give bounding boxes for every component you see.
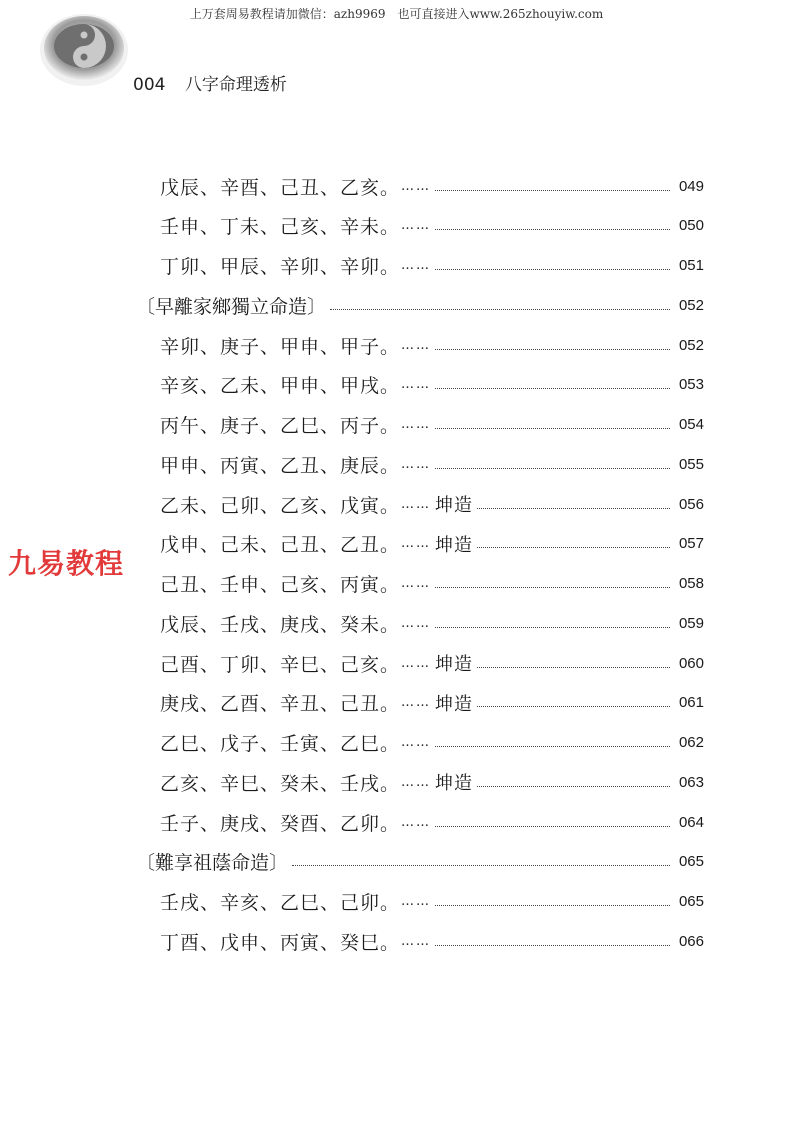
dot-leader xyxy=(435,826,670,827)
toc-entry-leader: …… xyxy=(401,695,432,711)
dot-leader xyxy=(435,349,670,350)
dot-leader xyxy=(477,508,670,509)
toc-entry-text: 乙未、己卯、乙亥、戊寅。 xyxy=(160,494,401,517)
toc-entry xyxy=(160,450,704,478)
toc-page-number: 053 xyxy=(678,376,704,394)
toc-entry-leader: …… xyxy=(401,178,432,194)
toc-page-number: 051 xyxy=(678,257,704,274)
toc-page-number: 052 xyxy=(678,336,704,354)
toc-entry-leader: …… xyxy=(401,417,432,432)
dot-leader xyxy=(435,229,670,230)
toc-page-number: 056 xyxy=(678,495,704,513)
toc-entry-leader: …… xyxy=(401,218,432,234)
toc-entry xyxy=(160,570,704,598)
toc-entry xyxy=(160,212,704,240)
toc-entry-note: 坤造 xyxy=(435,773,474,795)
dot-leader xyxy=(477,667,670,668)
toc-entry-text: 己酉、丁卯、辛巳、己亥。 xyxy=(160,653,401,676)
toc-entry-text: 乙巳、戊子、壬寅、乙巳。 xyxy=(160,733,401,755)
toc-entry-text: 〔難享祖蔭命造〕 xyxy=(136,852,289,875)
toc-entry-leader: …… xyxy=(401,258,432,273)
toc-entry xyxy=(160,927,704,955)
toc-entry xyxy=(160,490,704,518)
top-banner: 上万套周易教程请加微信：azh9969 也可直接进入www.265zhouyiw.com xyxy=(189,7,604,21)
watermark-text: 九易教程 xyxy=(8,547,125,580)
toc-page-number: 058 xyxy=(678,575,704,592)
dot-leader xyxy=(435,190,670,191)
dot-leader xyxy=(477,786,670,787)
dot-leader xyxy=(435,945,670,946)
toc-page-number: 064 xyxy=(678,813,704,831)
dot-leader xyxy=(477,547,670,548)
toc-entry-text: 戊辰、辛酉、己丑、乙亥。 xyxy=(160,176,401,199)
toc-entry-leader: …… xyxy=(401,615,432,631)
toc-entry-note: 坤造 xyxy=(435,534,474,556)
toc-page-number: 062 xyxy=(678,734,704,751)
toc-entry xyxy=(160,371,704,399)
toc-page-number: 055 xyxy=(678,455,704,473)
dot-leader xyxy=(292,865,670,866)
dot-leader xyxy=(477,706,670,707)
toc-entry-text: 丁卯、甲辰、辛卯、辛卯。 xyxy=(160,256,401,278)
toc-page-number: 052 xyxy=(678,296,704,314)
toc-entry-leader: …… xyxy=(401,456,432,472)
toc-page-number: 050 xyxy=(678,217,704,235)
dot-leader xyxy=(435,905,670,906)
toc-entry-note: 坤造 xyxy=(435,654,474,675)
toc-entry-text: 辛亥、乙未、甲申、甲戌。 xyxy=(160,375,401,398)
yin-yang-logo-icon xyxy=(38,10,130,88)
page-header xyxy=(133,70,287,95)
toc-section-heading xyxy=(136,291,704,319)
toc-entry-leader: …… xyxy=(401,496,432,512)
toc-page-number: 066 xyxy=(678,932,704,950)
toc-entry-text: 〔早離家鄉獨立命造〕 xyxy=(136,295,327,318)
toc-page-number: 065 xyxy=(678,893,704,910)
toc-page-number: 057 xyxy=(678,535,704,553)
dot-leader xyxy=(330,309,670,310)
dot-leader xyxy=(435,388,670,389)
book-title: 八字命理透析 xyxy=(184,75,287,95)
toc-entry xyxy=(160,331,704,359)
toc-entry-leader: …… xyxy=(401,576,432,591)
toc-entry-note: 坤造 xyxy=(435,693,474,715)
toc-page-number: 059 xyxy=(678,614,704,632)
toc-page-number: 061 xyxy=(678,694,704,712)
dot-leader xyxy=(435,428,670,429)
toc-entry xyxy=(160,729,704,757)
toc-entry xyxy=(160,172,704,200)
toc-entry-note: 坤造 xyxy=(435,495,474,516)
toc-page-number: 060 xyxy=(678,654,704,672)
dot-leader xyxy=(435,269,670,270)
dot-leader xyxy=(435,468,670,469)
toc-page-number: 049 xyxy=(678,177,704,195)
toc-entry xyxy=(160,649,704,677)
toc-entry-leader: …… xyxy=(401,814,432,830)
dot-leader xyxy=(435,746,670,747)
toc-entry xyxy=(160,808,704,836)
toc-entry-text: 戊申、己未、己丑、乙丑。 xyxy=(160,534,401,557)
toc-entry-leader: …… xyxy=(401,774,432,790)
toc-entry-text: 戊辰、壬戌、庚戌、癸未。 xyxy=(160,613,401,636)
toc-entry-text: 壬子、庚戌、癸酉、乙卯。 xyxy=(160,812,401,835)
toc-entry xyxy=(160,609,704,637)
toc-entry-leader: …… xyxy=(401,933,432,949)
toc-entry-leader: …… xyxy=(401,894,432,909)
toc-section-heading xyxy=(136,848,704,876)
toc-page-number: 065 xyxy=(678,853,704,871)
toc-entry-leader: …… xyxy=(401,536,432,552)
toc-entry-leader: …… xyxy=(401,337,432,353)
toc-entry-text: 甲申、丙寅、乙丑、庚辰。 xyxy=(160,454,401,477)
toc-entry-text: 丁酉、戊申、丙寅、癸巳。 xyxy=(160,931,401,954)
page-number: 004 xyxy=(133,75,166,95)
toc-entry-leader: …… xyxy=(401,377,432,393)
dot-leader xyxy=(435,627,670,628)
toc-entry-leader: …… xyxy=(401,655,432,671)
toc-entry xyxy=(160,252,704,280)
toc-entry xyxy=(160,768,704,796)
toc-entry xyxy=(160,530,704,558)
toc-entry-text: 己丑、壬申、己亥、丙寅。 xyxy=(160,574,401,596)
toc-entry-text: 庚戌、乙酉、辛丑、己丑。 xyxy=(160,693,401,716)
toc-entry-text: 壬戌、辛亥、乙巳、己卯。 xyxy=(160,892,401,914)
dot-leader xyxy=(435,587,670,588)
toc-page-number: 063 xyxy=(678,773,704,791)
toc-entry xyxy=(160,888,704,916)
toc-entry xyxy=(160,689,704,717)
toc-entry-text: 辛卯、庚子、甲申、甲子。 xyxy=(160,335,401,358)
toc-page-number: 054 xyxy=(678,416,704,433)
toc-entry-text: 丙午、庚子、乙巳、丙子。 xyxy=(160,415,401,437)
toc-entry xyxy=(160,411,704,439)
toc-entry-text: 乙亥、辛巳、癸未、壬戌。 xyxy=(160,772,401,795)
toc-entry-text: 壬申、丁未、己亥、辛未。 xyxy=(160,216,401,239)
toc-entry-leader: …… xyxy=(401,735,432,750)
